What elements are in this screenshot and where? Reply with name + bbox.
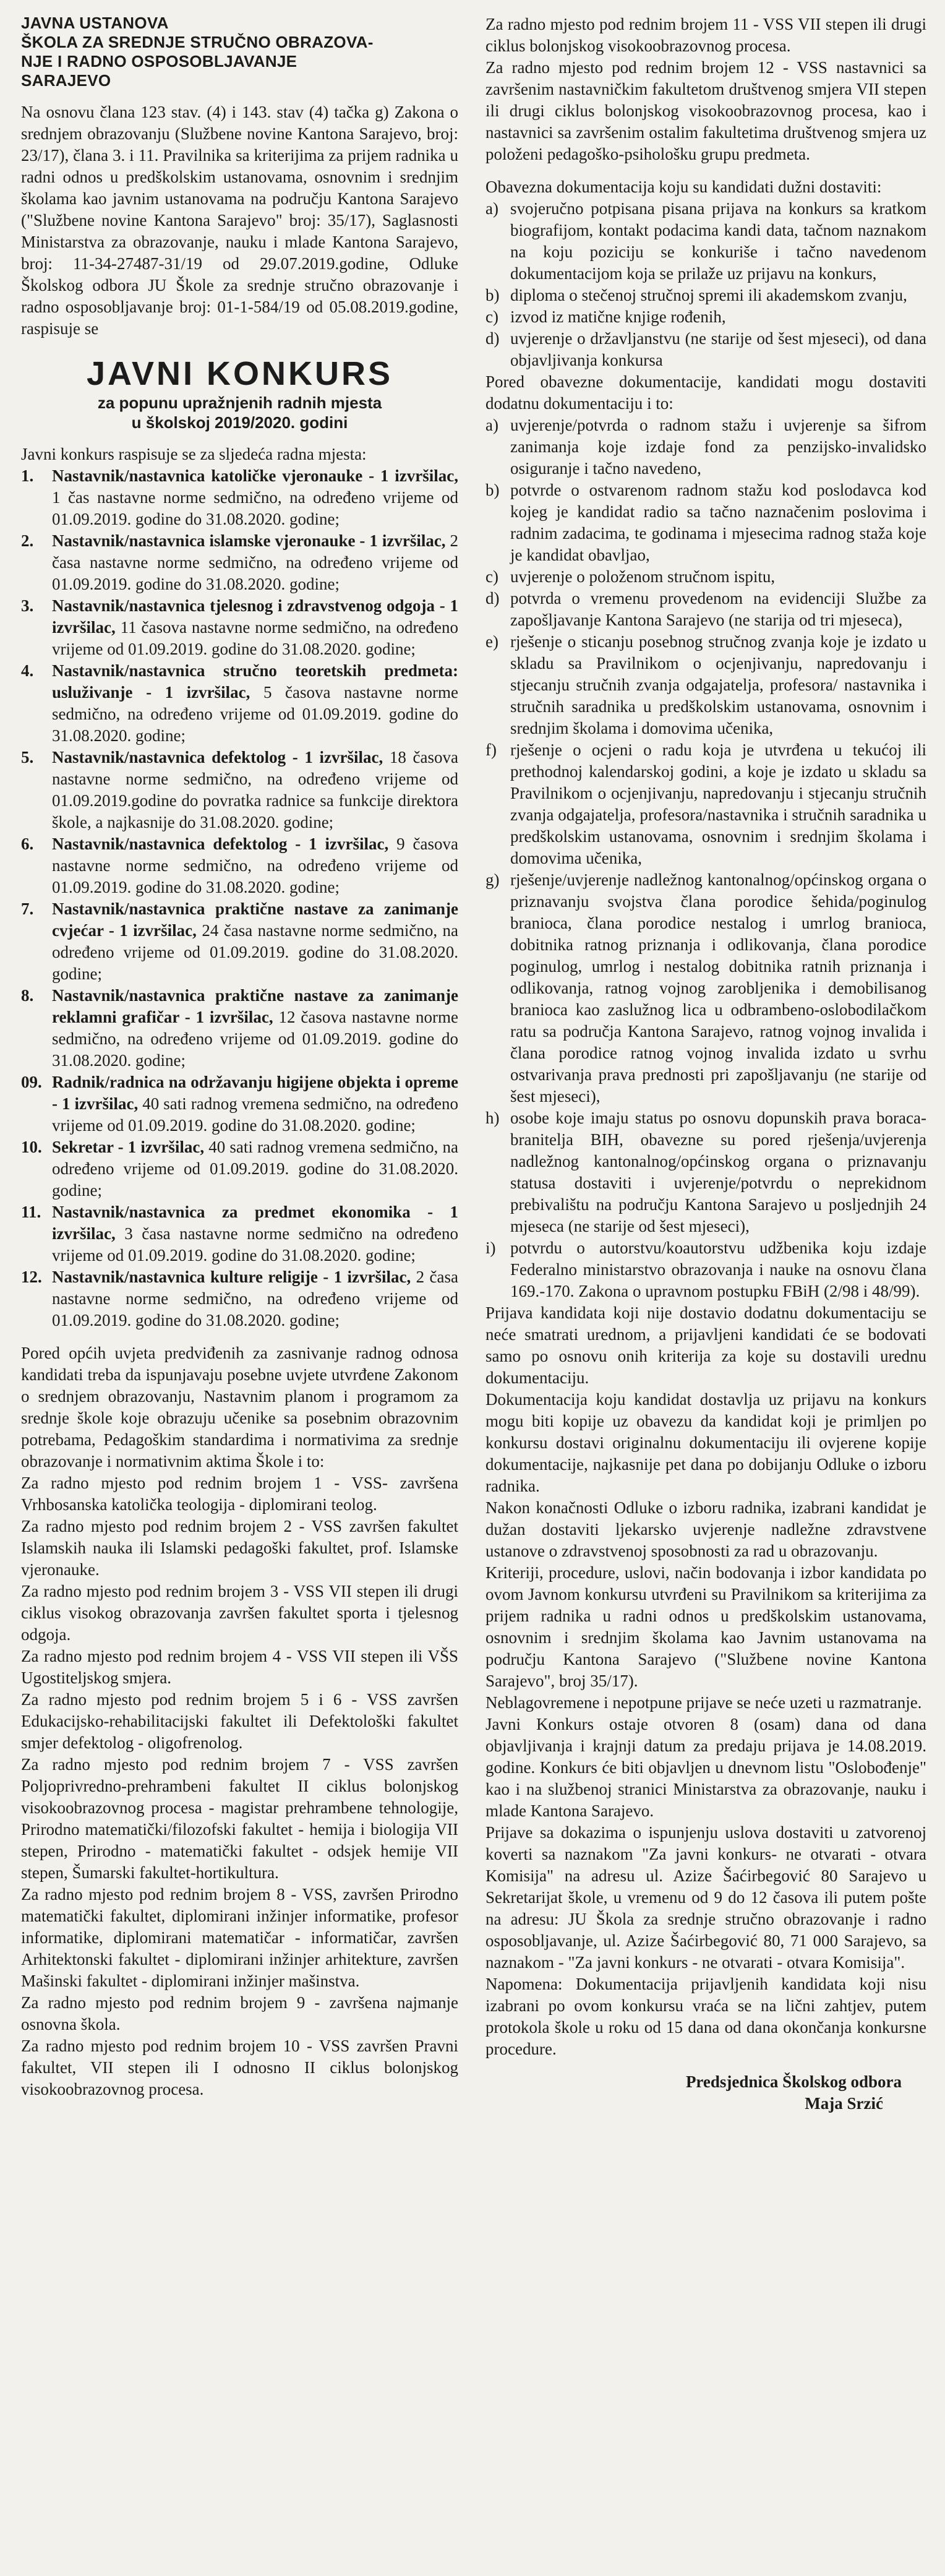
item-letter: a) [485, 199, 498, 218]
docs-intro: Obavezna dokumentacija koju su kandidati dužni dostaviti: [485, 178, 882, 196]
list-item [21, 1071, 458, 1136]
signature-title: Predsjednica Školskog odbora [685, 2072, 902, 2091]
list-item [21, 747, 458, 833]
position-details: 2 časa nastavne norme sedmično, na određeno vrijeme od 01.09.2019. godine do 31.08.2020. godine; [52, 531, 459, 593]
position-number: 09. [21, 1073, 42, 1091]
position-number: 10. [21, 1138, 42, 1156]
requirement: Za radno mjesto pod rednim brojem 10 - VSS završen Pravni fakultet, VII stepen ili I odnosno II ciklus bolonjskog visokoobrazovnog procesa. [21, 2037, 459, 2098]
position-details: 11 časova nastavne norme sedmično, na određeno vrijeme od 01.09.2019. godine do 31.08.2020. godine; [52, 618, 459, 658]
position-name: Nastavnik/nastavnica za predmet ekonomika - 1 izvršilac, [52, 1203, 459, 1243]
list-item [485, 739, 926, 869]
item-text: potvrda o vremenu provedenom na evidenciji Službe za zapošljavanje Kantona Sarajevo (ne starija od tri mjeseca), [510, 589, 926, 629]
closing-paragraph: Nakon konačnosti Odluke o izboru radnika, izabrani kandidat je dužan dostaviti ljekarsko uvjerenje nadležne zdravstvene ustanove o zdravstvenoj sposobnosti za rad u obrazovanju. [485, 1498, 926, 1560]
positions-intro: Javni konkurs raspisuje se za sljedeća radna mjesta: [21, 445, 367, 463]
position-name: Nastavnik/nastavnica defektolog - 1 izvršilac, [52, 748, 383, 766]
requirement: Za radno mjesto pod rednim brojem 2 - VSS završen fakultet Islamskih nauka ili Islamski pedagoški fakultet, prof. Islamske vjeronauke. [21, 1517, 459, 1579]
item-letter: a) [485, 416, 498, 434]
position-number: 5. [21, 748, 34, 766]
item-text: rješenje o ocjeni o radu koja je utvrđena u tekućoj ili prethodnoj kalendarskoj godini, a koje je izdato u skladu sa Pravilnikom o ocjenjivanju, napredovanju i stjecanju stručnih zvanja odgajatelja, profesora/nastavnika i stručnih saradnika u predškolskim ustanovama, osnovnim i srednjim školama i domovima učenika, [510, 741, 926, 867]
page-title: JAVNI KONKURS [86, 355, 393, 392]
position-name: Nastavnik/nastavnica kulture religije - 1 izvršilac, [52, 1268, 411, 1286]
list-item [21, 1201, 458, 1266]
position-number: 6. [21, 835, 34, 853]
position-number: 12. [21, 1268, 42, 1286]
position-details: 2 časa nastavne norme sedmično, na određeno vrijeme od 01.09.2019. godine do 31.08.2020. godine; [52, 1268, 459, 1329]
requirement: Za radno mjesto pod rednim brojem 4 - VSS VII stepen ili VŠS Ugostiteljskog smjera. [21, 1647, 459, 1687]
list-item [21, 660, 458, 747]
item-text: svojeručno potpisana pisana prijava na konkurs sa kratkom biografijom, kontakt podacima kandi data, tačnom naznakom na koju poziciju se konkuriše i tačno navedenom dokumentacijom koja se prilaže uz prijavu na konkurs, [510, 199, 926, 283]
position-number: 4. [21, 661, 34, 680]
closing-paragraph: Prijave sa dokazima o ispunjenju uslova dostaviti u zatvorenoj koverti sa naznakom "Za javni konkurs- ne otvarati - otvara Komisija" na adresu ul. Azize Šaćirbegović 80 Sarajevo u Sekretarijat škole, u vremenu od 9 do 12 časova ili putem pošte na adresu: JU Škola za srednje stručno obrazovanje i radno osposobljavanje, ul. Azize Šaćirbegović 80, 71 000 Sarajevo, sa naznakom - "Za javni konkurs - ne otvarati - otvara Komisija". [485, 1823, 926, 1972]
position-number: 7. [21, 899, 34, 918]
institution-header [21, 14, 458, 90]
list-item [485, 328, 926, 371]
position-details: 1 čas nastavne norme sedmično, na određeno vrijeme od 01.09.2019. godine do 31.08.2020. godine; [52, 488, 459, 528]
item-text: izvod iz matične knjige rođenih, [510, 307, 726, 326]
subtitle: u školskoj 2019/2020. godini [131, 413, 348, 432]
list-item [485, 1107, 926, 1237]
item-letter: e) [485, 632, 498, 651]
requirement: Za radno mjesto pod rednim brojem 11 - VSS VII stepen ili drugi ciklus bolonjskog visokoobrazovnog procesa. [485, 15, 926, 55]
closing-paragraph: Dokumentacija koju kandidat dostavlja uz prijavu na konkurs mogu biti kopije uz obavezu da kandidat koji je primljen po konkursu dostavi originalnu dokumentaciju ili ovjerene kopije dokumentacije, najkasnije pet dana po dobijanju Odluke o izboru radnika. [485, 1390, 926, 1495]
list-item [485, 285, 926, 306]
institution-line: NJE I RADNO OSPOSOBLJAVANJE [21, 52, 297, 71]
item-letter: b) [485, 481, 500, 499]
item-text: potvrde o ostvarenom radnom stažu kod poslodavca kod kojeg je kandidat radio sa tačno naznačenim poslovima i radnim zadacima, te godinama i mjesecima radnog staža koje je kandidat obavljao, [510, 481, 926, 564]
extra-docs-list [485, 414, 926, 1302]
item-letter: b) [485, 286, 500, 304]
left-column [21, 14, 458, 2564]
list-item [21, 985, 458, 1071]
list-item [485, 306, 926, 328]
list-item [485, 414, 926, 479]
general-conditions: Pored općih uvjeta predviđenih za zasnivanje radnog odnosa kandidati treba da ispunjavaju posebne uvjete utvrđene Zakonom o srednjem obrazovanju, Nastavnim planom i programom za srednje škole koje obrazuju učenike sa posebnim obrazovnim potrebama, Pedagoškim standardima i normativima za srednje obrazovanje i normativnim aktima Škole i to: [21, 1344, 459, 1470]
list-item [485, 479, 926, 566]
list-item [21, 1136, 458, 1201]
institution-line: SARAJEVO [21, 71, 111, 90]
closing-paragraph: Neblagovremene i nepotpune prijave se neće uzeti u razmatranje. [485, 1693, 922, 1712]
position-number: 1. [21, 466, 34, 485]
closing-paragraph: Napomena: Dokumentacija prijavljenih kandidata koji nisu izabrani po ovom konkursu vraća se na lični zahtjev, putem protokola škole u roku od 15 dana od dana okončanja konkursne procedure. [485, 1975, 926, 2058]
list-item [21, 1266, 458, 1331]
item-text: rješenje/uvjerenje nadležnog kantonalnog/općinskog organa o priznavanju svojstva člana porodice šehida/poginulog branioca, člana porodice nestalog i umrlog branioca, dobitnika ratnog priznanja i odlikovanja, člana porodice poginulog, umrlog i nestalog dobitnika ratnih priznanja i odlikovanja, ratnog vojnog zarobljenika i demobilisanog branioca kao zaslužnog lica u odbrambeno-oslobodilačkom ratu sa područja Kantona Sarajevo, ratnog vojnog invalida i člana porodice ratnog vojnog invalida izdato u svrhu ostvarivanja prava prednosti pri zapošljavanju (ne starije od šest mjeseci), [510, 870, 926, 1106]
right-column [485, 14, 926, 2564]
requirement: Za radno mjesto pod rednim brojem 12 - VSS nastavnici sa završenim nastavničkim fakultetom društvenog smjera VII stepen ili drugi ciklus bolonjskog visokoobrazovnog procesa, kao i nastavnici sa završenim ostalim fakultetima društvenog smjera uz položeni pedagoško-psihološku grupu predmeta. [485, 58, 926, 163]
position-name: Radnik/radnica na održavanju higijene objekta i opreme - 1 izvršilac, [52, 1073, 459, 1113]
list-item [485, 588, 926, 631]
item-letter: c) [485, 307, 498, 326]
list-item [21, 595, 458, 660]
list-item [485, 1237, 926, 1302]
position-number: 8. [21, 986, 34, 1005]
list-item [485, 198, 926, 285]
item-text: osobe koje imaju status po osnovu dopunskih prava boraca-branitelja BIH, obavezne su pored rješenja/uvjerenja nadležnog kantonalnog/općinskog organa o priznavanju statusa dostaviti i uvjerenje/potvrdu o neprekidnom prebivalištu na području Kantona Sarajevo u posljednjih 24 mjeseca (ne starije od šest mjeseci), [510, 1109, 926, 1235]
position-name: Nastavnik/nastavnica praktične nastave za zanimanje cvjećar - 1 izvršilac, [52, 899, 459, 940]
position-details: 12 časova nastavne norme sedmično, na određeno vrijeme od 01.09.2019. godine do 31.08.2020. godine; [52, 1008, 459, 1070]
intro-paragraph: Na osnovu člana 123 stav. (4) i 143. stav (4) tačka g) Zakona o srednjem obrazovanju (Službene novine Kantona Sarajevo, broj: 23/17), člana 3. i 11. Pravilnika sa kriterijima za prijem radnika u radni odnos u predškolskim ustanovama, osnovnim i srednjim školama kao javnim ustanovama na području Kantona Sarajevo ("Službene novine Kantona Sarajevo" broj: 35/17), Saglasnosti Ministarstva za obrazovanje, nauku i mlade Kantona Sarajevo, broj: 11-34-27487-31/19 od 29.07.2019.godine, Odluke Školskog odbora JU Škole za srednje stručno obrazovanje i radno osposobljavanje broj: 01-1-584/19 od 05.08.2019.godine, raspisuje se [21, 103, 459, 338]
position-name: Nastavnik/nastavnica praktične nastave za zanimanje reklamni grafičar - 1 izvršilac, [52, 986, 459, 1026]
position-number: 2. [21, 531, 34, 550]
position-details: 24 časa nastavne norme sedmično, na određeno vrijeme od 01.09.2019. godine do 31.08.2020. godine; [52, 921, 459, 983]
position-number: 3. [21, 596, 34, 615]
item-letter: f) [485, 741, 497, 759]
item-letter: d) [485, 329, 500, 348]
institution-line: ŠKOLA ZA SREDNJE STRUČNO OBRAZOVA- [21, 33, 374, 51]
item-letter: h) [485, 1109, 500, 1127]
item-text: uvjerenje o položenom stručnom ispitu, [510, 567, 776, 586]
item-text: diploma o stečenoj stručnoj spremi ili akademskom zvanju, [510, 286, 907, 304]
position-name: Nastavnik/nastavnica stručno teoretskih predmeta: usluživanje - 1 izvršilac, [52, 661, 459, 702]
position-number: 11. [21, 1203, 41, 1221]
item-text: uvjerenje/potvrda o radnom stažu i uvjerenje sa šifrom zanimanja koje izdaje fond za penzijsko-invalidsko osiguranje i tačno navedeno, [510, 416, 926, 478]
position-name: Nastavnik/nastavnica katoličke vjeronauke - 1 izvršilac, [52, 466, 459, 485]
item-text: potvrdu o autorstvu/koautorstvu udžbenika koju izdaje Federalno ministarstvo obrazovanja i nauke na osnovu člana 169.-170. Zakona o upravnom postupku FBiH (2/98 i 48/99). [510, 1239, 926, 1300]
list-item [485, 869, 926, 1107]
requirement: Za radno mjesto pod rednim brojem 9 - završena najmanje osnovna škola. [21, 1993, 459, 2033]
closing-paragraph: Kriteriji, procedure, uslovi, način bodovanja i izbor kandidata po ovom Javnom konkursu utvrđeni su Pravilnikom sa kriterijima za prijem radnika u radni odnos u predškolskim ustanovama, osnovnim i srednjim školama kao Javnim ustanovama na području Kantona Sarajevo ("Službene novine Kantona Sarajevo", broj 35/17). [485, 1563, 926, 1690]
list-item [21, 530, 458, 595]
list-item [21, 833, 458, 898]
requirement: Za radno mjesto pod rednim brojem 5 i 6 - VSS završen Edukacijsko-rehabilitacijski fakultet ili Defektološki fakultet smjer defektolog - oligofrenolog. [21, 1690, 459, 1752]
list-item [21, 465, 458, 530]
item-letter: g) [485, 870, 500, 889]
extra-docs-intro: Pored obavezne dokumentacije, kandidati mogu dostaviti dodatnu dokumentaciju i to: [485, 372, 926, 413]
position-name: Nastavnik/nastavnica islamske vjeronauke - 1 izvršilac, [52, 531, 446, 550]
list-item [21, 898, 458, 985]
position-details: 5 časova nastavne norme sedmično, na određeno vrijeme od 01.09.2019. godine do 31.08.2020. godine; [52, 683, 459, 745]
item-text: uvjerenje o državljanstvu (ne starije od šest mjeseci), od dana objavljivanja konkursa [510, 329, 926, 369]
list-item [485, 631, 926, 739]
position-name: Sekretar - 1 izvršilac, [52, 1138, 205, 1156]
signature-name: Maja Srzić [805, 2094, 883, 2113]
requirement: Za radno mjesto pod rednim brojem 7 - VSS završen Poljoprivredno-prehrambeni fakultet II ciklus bolonjskog visokoobrazovnog procesa - magistar prehrambene tehnologije, Prirodno matematički/filozofski fakultet - hemija i biologija VII stepen, Prirodno - matematički fakultet - odsjek hemije VII stepen, Šumarski fakultet-hortikultura. [21, 1755, 459, 1882]
position-details: 40 sati radnog vremena sedmično, na određeno vrijeme od 01.09.2019. godine do 31.08.2020. godine; [52, 1138, 459, 1200]
position-name: Nastavnik/nastavnica defektolog - 1 izvršilac, [52, 835, 389, 853]
closing-paragraph: Javni Konkurs ostaje otvoren 8 (osam) dana od dana objavljivanja i krajnji datum za predaju prijava je 14.08.2019. godine. Konkurs će biti objavljen u dnevnom listu "Oslobođenje" kao i na službenoj stranici Ministarstva za obrazovanje, nauku i mlade Kantona Sarajevo. [485, 1715, 926, 1820]
item-letter: c) [485, 567, 498, 586]
requirement: Za radno mjesto pod rednim brojem 8 - VSS, završen Prirodno matematički fakultet, diplomirani inžinjer informatike, profesor informatike, diplomirani matematičar - informatičar, završen Arhitektonski fakultet - diplomirani inžinjer arhitekture, završen Mašinski fakultet - diplomirani inžinjer mašinstva. [21, 1885, 459, 1990]
docs-list [485, 198, 926, 371]
positions-list [21, 465, 458, 1331]
position-details: 9 časova nastavne norme sedmično, na određeno vrijeme od 01.09.2019. godine do 31.08.2020. godine; [52, 835, 459, 896]
subtitle: za popunu upražnjenih radnih mjesta [97, 393, 382, 412]
requirement: Za radno mjesto pod rednim brojem 1 - VSS- završena Vrhbosanska katolička teologija - diplomirani teolog. [21, 1474, 459, 1514]
item-letter: i) [485, 1239, 496, 1257]
requirement: Za radno mjesto pod rednim brojem 3 - VSS VII stepen ili drugi ciklus visokog obrazovanja završen fakultet sporta i tjelesnog odgoja. [21, 1582, 459, 1644]
list-item [485, 566, 926, 588]
item-text: rješenje o sticanju posebnog stručnog zvanja koje je izdato u skladu sa Pravilnikom o ocjenjivanju, napredovanju i stjecanju stručnih zvanja odgajatelja, profesora/ nastavnika i stručnih saradnika u predškolskim ustanovama, osnovnim i srednjim školama i domovima učenika, [510, 632, 926, 737]
item-letter: d) [485, 589, 500, 608]
position-details: 40 sati radnog vremena sedmično, na određeno vrijeme od 01.09.2019. godine do 31.08.2020. godine; [52, 1094, 458, 1135]
institution-line: JAVNA USTANOVA [21, 14, 169, 32]
position-details: 18 časova nastavne norme sedmično, na određeno vrijeme od 01.09.2019.godine do povratka radnice sa funkcije direktora škole, a najkasnije do 31.08.2020. godine; [52, 748, 459, 831]
closing-paragraph: Prijava kandidata koji nije dostavio dodatnu dokumentaciju se neće smatrati urednom, a prijavljeni kandidati će se bodovati samo po osnovu onih kriterija za koje su dostavili urednu dokumentaciju. [485, 1303, 926, 1387]
position-details: 3 časa nastavne norme sedmično na određeno vrijeme od 01.09.2019. godine do 31.08.2020. godine; [52, 1224, 459, 1264]
position-name: Nastavnik/nastavnica tjelesnog i zdravstvenog odgoja - 1 izvršilac, [52, 596, 459, 637]
